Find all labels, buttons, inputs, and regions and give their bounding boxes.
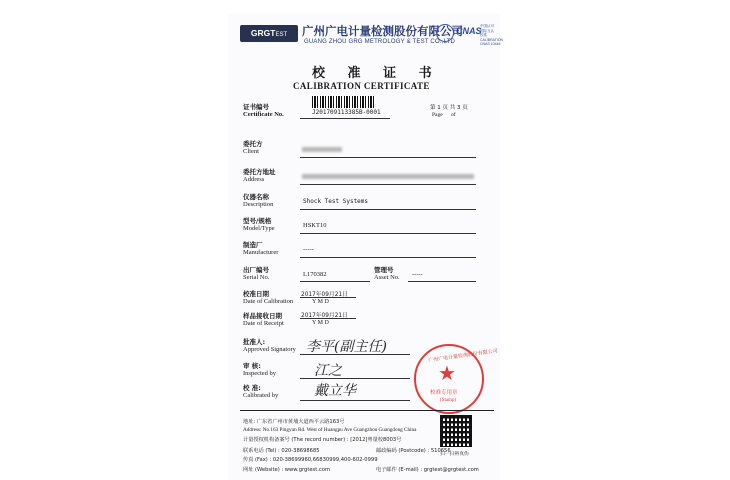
calibration-date-ymd: Y M D [312, 299, 329, 305]
calibrated-signature: 戴立华 [314, 383, 356, 399]
divider [300, 118, 390, 119]
approved-label: 批准人: Approved Signatory [243, 338, 296, 353]
barcode [312, 96, 376, 108]
qr-code [441, 416, 471, 446]
divider [300, 281, 370, 282]
receipt-date-label: 样品接收日期 Date of Receipt [243, 312, 284, 327]
footer-tel: 联系电话 (Tel) : 020-38698685 [243, 448, 320, 454]
divider [300, 400, 410, 401]
divider [300, 257, 476, 258]
cnas-caption: 中国认可 国际互认 校准 CALIBRATION CNAS L0446 [480, 24, 504, 46]
manufacturer-value: ----- [303, 246, 314, 253]
letterhead [240, 22, 504, 52]
divider [300, 378, 410, 379]
watermark-right [506, 60, 514, 460]
serial-label: 出厂编号 Serial No. [243, 266, 270, 281]
address-value-redacted [302, 174, 474, 179]
address-label: 委托方地址 Address [243, 168, 276, 183]
model-label: 型号/规格 Model/Type [243, 217, 275, 232]
page-indicator: 第 1 页 共 3 页 [430, 105, 468, 111]
description-label: 仪器名称 Description [243, 193, 274, 208]
divider [300, 297, 356, 298]
footer-address-en: Address: No.163 Pingyun Rd. West of Huangpu Ave Guangzhou Guangdong China [243, 427, 417, 433]
footer-email: 电子邮件 (E-mail) : grgtest@grgtest.com [376, 467, 479, 473]
certificate-number: J201709113385B-0001 [312, 109, 381, 116]
client-value-redacted [302, 147, 342, 152]
watermark-left [213, 60, 221, 460]
receipt-date-value: 2017年09月21日 [301, 313, 348, 319]
footer-address-cn: 地址: 广东省广州市黄埔大道西平云路163号 [243, 419, 345, 425]
inspected-label: 审 核: Inspected by [243, 362, 277, 377]
calibrated-label: 校 准: Calibrated by [243, 384, 279, 399]
serial-value: L170382 [303, 271, 327, 278]
divider [300, 184, 476, 185]
footer-record: 计量授权机构备案号 (The record number) : [2012]粤量校8003号 [243, 437, 402, 443]
certificate-no-label: 证书编号 Certificate No. [243, 103, 284, 118]
divider [300, 354, 410, 355]
asset-value: ----- [412, 271, 423, 278]
divider [300, 318, 356, 319]
footer-rule [240, 410, 494, 411]
company-name-cn: 广州广电计量检测股份有限公司 [302, 24, 463, 38]
official-seal: 广州广电计量检测股份有限公司 ★ 校准专用章 (Stamp) [414, 344, 484, 414]
calibration-date-label: 校准日期 Date of Calibration [243, 290, 294, 305]
divider [300, 209, 476, 210]
model-value: HSKT10 [303, 222, 327, 229]
title-en: CALIBRATION CERTIFICATE [293, 81, 430, 91]
star-icon: ★ [438, 363, 456, 385]
divider [300, 233, 476, 234]
approved-signature: 李平(副主任) [306, 339, 387, 355]
manufacturer-label: 制造厂 Manufacturer [243, 241, 279, 256]
footer-fax: 传真 (Fax) : 020-38699960,66830999,400-602-0999 [243, 457, 378, 463]
page-indicator-en: Page of [432, 112, 456, 118]
company-name-en: GUANG ZHOU GRG METROLOGY & TEST CO.,LTD [304, 39, 456, 45]
footer-postcode: 邮政编码 (Postcode) : 510656 [376, 448, 451, 454]
divider [408, 281, 476, 282]
receipt-date-ymd: Y M D [312, 320, 329, 326]
footer-website: 网址 (Website) : www.grgtest.com [243, 467, 331, 473]
client-label: 委托方 Client [243, 140, 263, 155]
globe-icon [436, 24, 454, 42]
asset-label: 管理号 Asset No. [374, 266, 400, 281]
calibration-date-value: 2017年09月21日 [301, 292, 348, 298]
cnas-mark: CNAS [456, 26, 482, 36]
company-logo: GRGTEST [240, 25, 298, 42]
inspected-signature: 江之 [314, 363, 342, 379]
title-cn: 校 准 证 书 [312, 66, 441, 81]
description-value: Shock Test Systems [303, 198, 369, 205]
footer-scan-caption: 扫一扫辨真伪 [440, 452, 469, 457]
divider [300, 157, 476, 158]
